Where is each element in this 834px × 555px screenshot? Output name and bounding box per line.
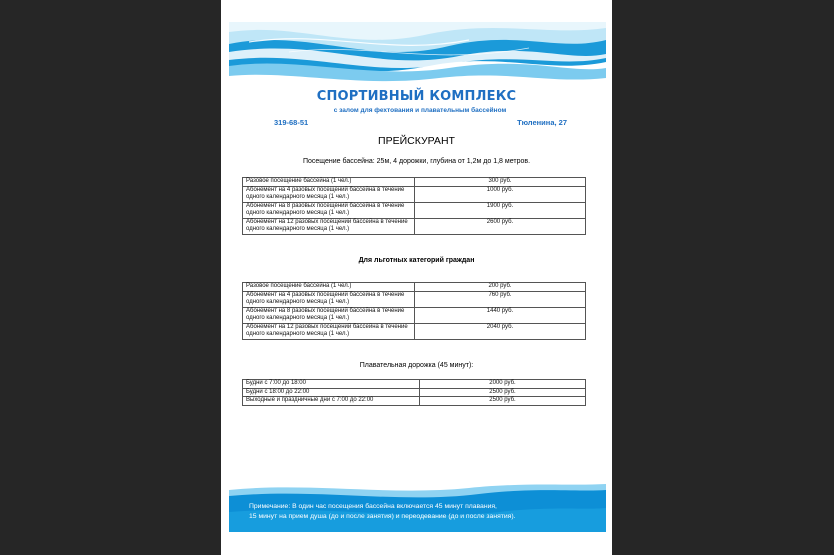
price-cell: 2000 руб. (420, 380, 586, 389)
footnote (249, 502, 594, 522)
footnote-line: Примечание: В один час посещения бассейна включается 45 минут плавания, (249, 503, 497, 510)
table-row (243, 323, 586, 339)
section-caption-lane: Плавательная дорожка (45 минут): (359, 362, 474, 369)
table-row (243, 388, 586, 397)
section-caption-pool: Посещение бассейна: 25м, 4 дорожки, глубина от 1,2м до 1,8 метров. (302, 158, 531, 165)
document-subtitle: с залом для фехтования и плавательным бассейном (333, 107, 507, 114)
phone-number: 319-68-51 (274, 118, 309, 127)
service-cell: Абонемент на 8 разовых посещений бассейна в течение одного календарного месяца (1 чел.) (243, 307, 415, 323)
price-cell: 200 руб. (415, 283, 586, 292)
service-cell: Абонемент на 8 разовых посещений бассейна в течение одного календарного месяца (1 чел.) (243, 202, 415, 218)
document-page (221, 0, 612, 555)
price-table-standard (242, 177, 586, 235)
service-cell: Абонемент на 4 разовых посещений бассейна в течение одного календарного месяца (1 чел.) (243, 291, 415, 307)
service-cell: Разовое посещение бассейна (1 чел.) (243, 178, 415, 187)
address: Тюленина, 27 (517, 118, 567, 127)
price-cell: 1900 руб. (415, 202, 586, 218)
table-row (243, 202, 586, 218)
service-cell: Абонемент на 12 разовых посещений бассейна в течение одного календарного месяца (1 чел.) (243, 218, 415, 234)
price-table-lane (242, 379, 586, 406)
table-row (243, 380, 586, 389)
document-title: СПОРТИВНЫЙ КОМПЛЕКС (316, 89, 517, 104)
table-row (243, 307, 586, 323)
price-cell: 2500 руб. (420, 397, 586, 406)
table-row (243, 291, 586, 307)
service-cell: Выходные и праздничные дни с 7:00 до 22:00 (243, 397, 420, 406)
table-row (243, 218, 586, 234)
service-cell: Будни с 18:00 до 22:00 (243, 388, 420, 397)
table-row (243, 178, 586, 187)
price-cell: 760 руб. (415, 291, 586, 307)
price-cell: 2040 руб. (415, 323, 586, 339)
top-wave-decoration (229, 22, 606, 88)
price-cell: 300 руб. (415, 178, 586, 187)
price-cell: 1000 руб. (415, 186, 586, 202)
footnote-line: 15 минут на прием душа (до и после занятия) и переодевание (до и после занятия). (249, 513, 516, 520)
price-cell: 1440 руб. (415, 307, 586, 323)
service-cell: Разовое посещение бассейна (1 чел.) (243, 283, 415, 292)
price-cell: 2600 руб. (415, 218, 586, 234)
table-row (243, 397, 586, 406)
price-list-heading: ПРЕЙСКУРАНТ (378, 135, 455, 147)
service-cell: Абонемент на 4 разовых посещений бассейна в течение одного календарного месяца (1 чел.) (243, 186, 415, 202)
service-cell: Абонемент на 12 разовых посещений бассейна в течение одного календарного месяца (1 чел.) (243, 323, 415, 339)
price-cell: 2500 руб. (420, 388, 586, 397)
service-cell: Будни с 7:00 до 18:00 (243, 380, 420, 389)
price-table-discount (242, 282, 586, 340)
section-caption-discount: Для льготных категорий граждан (358, 257, 475, 264)
table-row (243, 283, 586, 292)
table-row (243, 186, 586, 202)
